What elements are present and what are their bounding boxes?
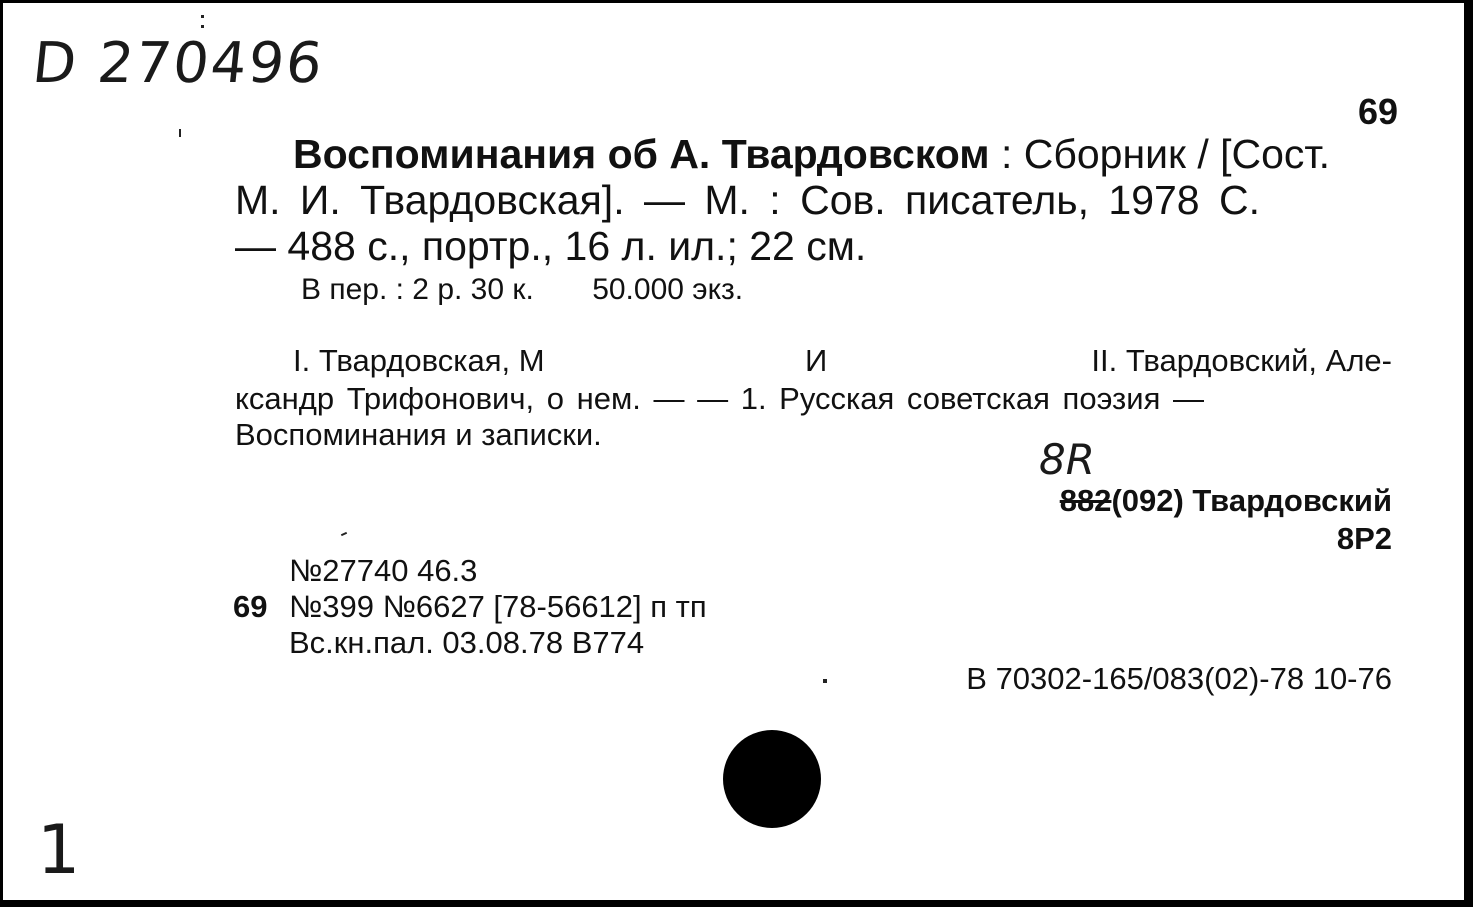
book-title: Воспоминания об А. Твардовском [293, 131, 990, 177]
registry-line-3: Вс.кн.пал. 03.08.78 В774 [289, 625, 645, 660]
tracing-line-1a: I. Твардовская, М [293, 343, 545, 378]
handwritten-corner-mark: 1 [37, 811, 81, 890]
classification-code-2: 8Р2 [1336, 521, 1392, 556]
speck-mark [341, 532, 347, 536]
price: В пер. : 2 р. 30 к. [301, 273, 534, 306]
speck-mark [201, 25, 204, 28]
classification-code [1060, 483, 1392, 519]
bib-line-1 [293, 131, 1330, 178]
speck-mark [201, 15, 204, 18]
registry-line-2: №399 №6627 [78-56612] п тп [289, 589, 707, 624]
handwritten-accession-number: D 270496 [29, 31, 328, 96]
tracing-line-1c: II. Твардовский, Але- [1091, 343, 1392, 378]
price-line [301, 273, 743, 307]
speck-mark [179, 129, 181, 137]
tracing-line-1b: И [805, 343, 828, 378]
card-number: 69 [1357, 91, 1398, 132]
registry-line-1: №27740 46.3 [289, 553, 478, 588]
registry-prefix: 69 [233, 589, 268, 624]
classification-code-rest: (092) Твардовский [1111, 483, 1392, 518]
book-subtitle: : Сборник / [Сост. [1000, 131, 1331, 177]
publisher-code: В 70302-165/083(02)-78 10-76 [966, 661, 1392, 696]
handwritten-class-note: 8R [1039, 435, 1095, 484]
bib-line-3: — 488 с., портр., 16 л. ил.; 22 см. [235, 223, 867, 269]
tracing-line-2: ксандр Трифонович, о нем. — — 1. Русская советская поэзия — [235, 381, 1204, 416]
bib-line-2: М. И. Твардовская]. — М. : Сов. писатель, 1978 С. [235, 177, 1260, 223]
catalog-card [3, 3, 1468, 903]
speck-mark [823, 679, 827, 683]
print-run: 50.000 экз. [592, 273, 744, 306]
struck-classification-code: 882 [1059, 483, 1112, 518]
tracing-line-3: Воспоминания и записки. [235, 417, 602, 452]
punch-hole [723, 730, 821, 828]
